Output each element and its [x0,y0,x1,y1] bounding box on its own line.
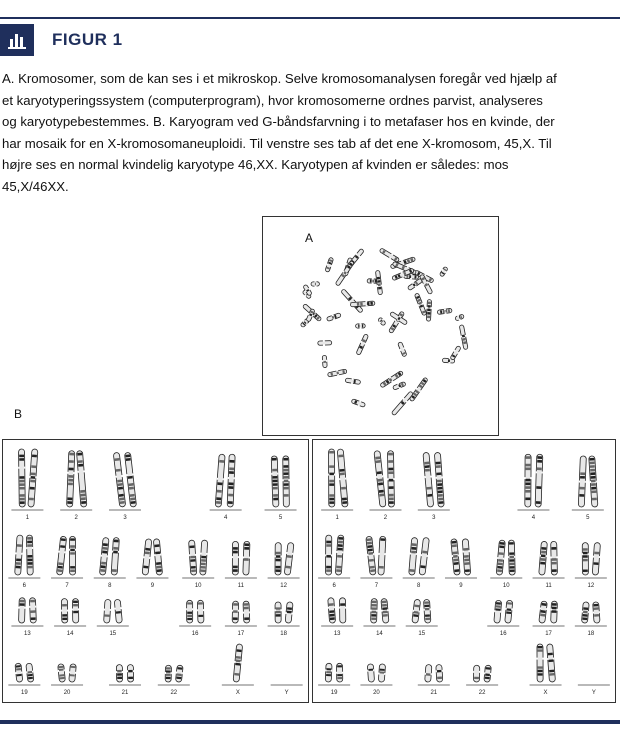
chromosome [483,665,492,682]
chromosome [377,536,386,575]
chromosome [473,665,480,682]
karyogram-46xx-image [313,440,615,702]
chromosome [392,381,406,391]
chromosome [99,537,110,575]
chromosome [592,542,601,575]
chromosome [69,536,76,575]
chromosome-number-label: 9 [459,583,463,589]
chromosome [582,543,589,575]
chromosome [379,247,400,262]
chromosome [18,598,26,623]
chromosome [455,313,465,321]
chromosome-number-label: 7 [374,583,379,589]
chromosome [232,541,239,575]
chromosome-number-label: 10 [194,583,202,589]
chromosome [335,535,345,575]
chromosome [197,600,205,623]
chromosome [325,663,333,682]
chromosome [496,540,506,575]
chromosome-number-label: 20 [63,690,71,696]
chromosome [27,449,38,507]
chromosome [72,599,79,623]
chromosome [373,451,386,508]
chromosome [113,452,126,507]
chromosome [504,600,513,623]
chromosome [407,278,423,291]
chromosome [414,293,427,316]
figure-title: FIGUR 1 [52,30,123,49]
karyogram-right-panel [312,439,616,703]
chromosome [365,536,376,575]
chromosome [588,456,598,507]
chromosome [535,454,544,507]
chromosome-number-label: 8 [417,583,421,589]
chromosome [538,601,548,624]
chromosome [326,312,341,322]
chromosome [578,456,587,507]
chromosome [165,665,172,682]
chromosome [550,601,558,623]
metaphase-panel [262,216,499,436]
chromosome [111,537,120,575]
chromosome [61,599,68,623]
chromosome-number-label: X [235,690,240,696]
chromosome-number-label: 6 [332,583,336,589]
chromosome [284,542,295,575]
chromosome-number-label: 22 [170,690,178,696]
metaphase-spread-image [263,217,498,435]
chromosome [275,602,282,623]
bottom-rule [0,720,620,724]
figure-caption [2,68,616,197]
chromosome-number-label: 17 [545,631,552,637]
chromosome [411,599,421,623]
chromosome [356,334,370,356]
chromosome [462,539,471,576]
chromosome [127,665,134,682]
chromosome-number-label: 14 [376,631,383,637]
chromosome [435,664,443,682]
chromosome [285,602,294,624]
chromosome [242,541,250,575]
chromosome [409,377,429,402]
chromosome [153,539,163,576]
panel-b-label: B [14,407,23,421]
chromosome [188,540,197,575]
chromosome [434,452,445,507]
caption-line: A. Kromosomer, som de kan ses i et mikroskop. Selve kromosomanalysen foregår ved hjælp af [2,71,557,86]
chromosome-number-label: 16 [499,631,507,637]
chromosome [325,535,332,575]
chromosome [76,451,87,508]
chromosome-number-label: 19 [21,690,28,696]
chromosome [57,664,66,683]
chromosome [351,398,366,408]
chromosome-number-label: Y [591,690,596,696]
chromosome-number-label: 2 [383,515,388,521]
chromosome-number-label: 4 [531,515,536,521]
chromosome [103,599,111,623]
chromosome-number-label: X [543,690,548,696]
chromosome [422,452,434,507]
chromosome [66,451,75,507]
chromosome-number-label: 13 [333,631,341,637]
chromosome [271,456,280,507]
chromosome-number-label: 1 [335,515,339,521]
chromosome-number-label: 20 [373,690,380,696]
chromosome [26,535,34,575]
chromosome [377,317,386,327]
panel-a-label: A [305,231,314,245]
chromosome [423,599,431,623]
chromosome [524,454,531,507]
chromosome [337,449,349,507]
chromosome [336,663,343,682]
chromosome [536,644,543,682]
chromosome-number-label: 8 [108,583,112,589]
chromosome-number-label: 3 [432,515,436,521]
chromosome [345,377,361,384]
chromosome [339,598,346,623]
chromosome-number-label: 4 [223,515,228,521]
chromosome [14,535,23,575]
chromosome-number-label: 17 [237,631,245,637]
bar-chart-icon [7,30,27,50]
figure-badge [0,24,34,56]
chromosome [124,452,137,507]
caption-line: 45,X/46XX. [2,178,69,194]
chromosome [424,664,432,682]
chromosome [546,644,556,682]
chromosome [242,601,250,623]
chromosome [426,300,432,322]
chromosome-number-label: 12 [587,583,595,589]
chromosome-number-label: 7 [65,583,69,589]
chromosome-number-label: 9 [150,583,155,589]
chromosome [459,325,469,350]
chromosome-number-label: 18 [280,631,287,637]
karyogram-45x-image [3,440,308,702]
chromosome-number-label: 11 [545,583,552,589]
chromosome-number-label: 2 [74,515,78,521]
chromosome-number-label: 21 [121,690,129,696]
chromosome-number-label: 13 [24,631,31,637]
chromosome [538,541,548,575]
chromosome [232,601,240,623]
karyogram-left-panel [2,439,309,703]
chromosome [56,536,67,575]
chromosome [328,449,335,507]
chromosome [408,537,418,575]
chromosome [18,449,26,507]
chromosome [550,541,558,575]
chromosome [437,308,452,315]
chromosome [227,454,236,507]
chromosome-number-label: 14 [66,631,74,637]
chromosome-number-label: 6 [22,583,27,589]
chromosome [592,602,600,623]
chromosome-number-label: 15 [418,631,426,637]
chromosome [233,644,244,682]
chromosome-number-label: 21 [430,690,438,696]
chromosome [318,340,332,346]
chromosome-number-label: 18 [587,631,595,637]
chromosome [215,454,226,507]
chromosome [367,664,375,682]
chromosome [282,456,290,507]
chromosome [142,539,153,576]
chromosome [114,599,123,623]
chromosome-number-label: 22 [478,690,486,696]
chromosome [186,600,193,623]
chromosome-number-label: 12 [280,583,287,589]
chromosome-number-label: 1 [25,515,30,521]
chromosome-number-label: 3 [123,515,127,521]
chromosome [335,260,355,286]
chromosome [175,665,184,682]
chromosome [327,368,347,377]
chromosome [25,663,34,682]
chromosome [324,257,334,272]
chromosome [450,345,462,360]
caption-line: højre ses en normal kvindelig karyotype 46,XX. Karyotypen af kvinden er således: mos [2,157,509,172]
chromosome [378,664,386,682]
chromosome [370,599,378,624]
chromosome [493,600,502,623]
chromosome [356,323,366,328]
chromosome [439,266,449,277]
chromosome [14,663,23,682]
caption-line: et karyotyperingssystem (computerprogram), hvor kromosomerne ordnes parvist, analyseres [2,92,543,108]
chromosome [311,281,319,286]
chromosome [327,598,336,624]
chromosome-number-label: 11 [237,583,245,589]
chromosome [322,355,328,367]
chromosome [199,540,208,575]
chromosome [387,451,395,507]
chromosome [391,391,414,416]
chromosome [29,598,37,623]
chromosome-number-label: 15 [109,631,117,637]
chromosome-number-label: Y [284,690,289,696]
chromosome-number-label: 10 [502,583,510,589]
chromosome-number-label: 16 [191,631,199,637]
chromosome [450,539,461,576]
top-rule [0,17,620,19]
chromosome [340,288,363,313]
chromosome [274,543,281,575]
chromosome [397,341,407,357]
caption-line: har mosaik for en X-kromosomaneuploidi. Til venstre ses tab af det ene X-kromosom, 45,X. Til [2,135,552,151]
chromosome-number-label: 5 [278,515,283,521]
chromosome-number-label: 19 [330,690,338,696]
chromosome-number-label: 5 [586,515,590,521]
chromosome [380,598,389,623]
chromosome [116,665,123,683]
chromosome [508,540,516,575]
chromosome [68,664,77,683]
chromosome [581,602,590,624]
caption-line: og karyotypebestemmes. B. Karyogram ved G-båndsfarvning i to metafaser hos en kvinde, der [2,114,555,129]
chromosome [419,537,430,575]
